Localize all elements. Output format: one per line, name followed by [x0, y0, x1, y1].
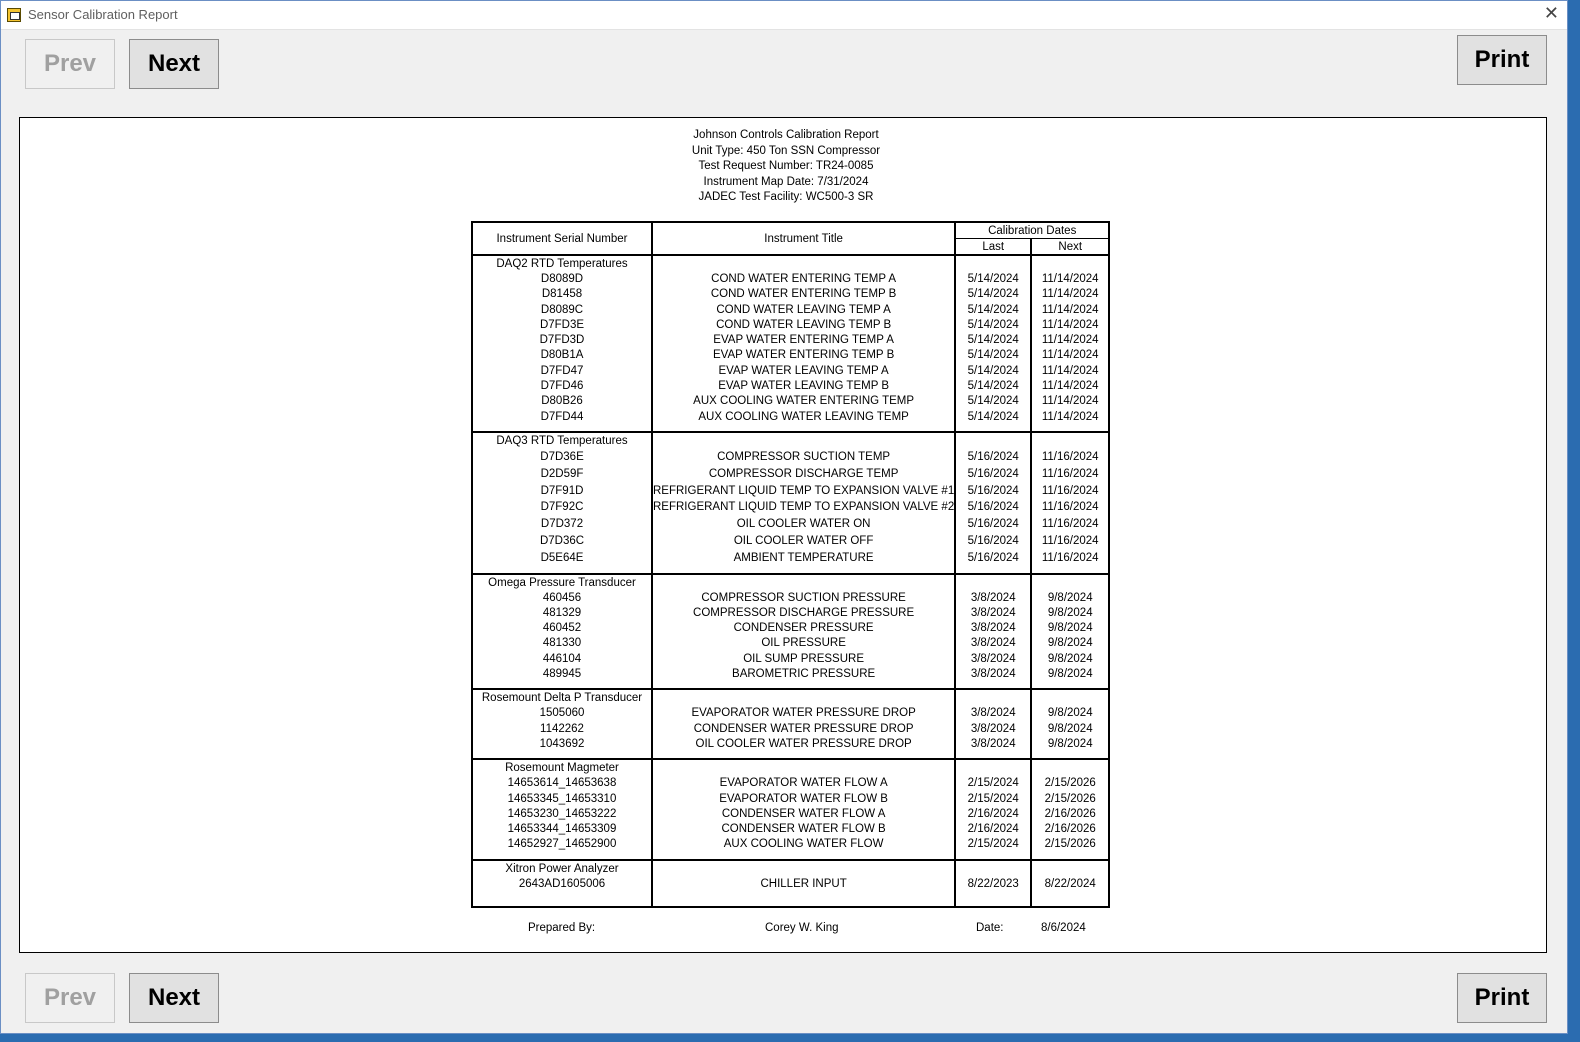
group-spacer	[956, 862, 1030, 877]
last-calibration-date-cell	[955, 432, 1031, 574]
group-name: DAQ2 RTD Temperatures	[496, 258, 628, 270]
last-calibration-date: 5/14/2024	[967, 410, 1019, 423]
instrument-serial: D2D59F	[540, 467, 584, 480]
instrument-serial: D7D372	[540, 518, 584, 531]
instrument-title: EVAPORATOR WATER FLOW A	[719, 777, 888, 790]
instrument-serial: 1043692	[539, 737, 585, 750]
test-facility: JADEC Test Facility: WC500-3 SR	[698, 191, 874, 204]
group-spacer	[653, 691, 954, 706]
instrument-serial: D5E64E	[540, 551, 584, 564]
group-spacer	[1032, 691, 1108, 706]
instrument-serial-cell	[472, 860, 652, 907]
instrument-serial: D7FD46	[540, 380, 584, 393]
instrument-serial: D8089D	[540, 273, 584, 285]
last-calibration-date: 3/8/2024	[970, 737, 1016, 750]
next-calibration-date: 2/15/2026	[1044, 777, 1096, 790]
group-name: DAQ3 RTD Temperatures	[496, 434, 628, 447]
prev-button-bottom[interactable]: Prev	[25, 973, 115, 1023]
last-calibration-date: 5/16/2024	[967, 518, 1019, 531]
instrument-serial: 460456	[542, 591, 582, 604]
last-calibration-date: 5/16/2024	[967, 534, 1019, 547]
next-calibration-date: 11/14/2024	[1041, 380, 1099, 393]
instrument-title: REFRIGERANT LIQUID TEMP TO EXPANSION VALVE #2	[653, 501, 955, 514]
calibration-table	[471, 221, 1110, 908]
last-calibration-date: 2/15/2024	[967, 777, 1019, 790]
instrument-title: OIL COOLER WATER OFF	[733, 534, 874, 547]
group-name: Xitron Power Analyzer	[505, 862, 619, 875]
last-calibration-date: 2/15/2024	[967, 838, 1019, 851]
instrument-title: COND WATER LEAVING TEMP A	[716, 303, 891, 316]
group-row	[472, 759, 1109, 859]
instrument-title: COND WATER ENTERING TEMP B	[710, 288, 897, 301]
next-calibration-date: 11/16/2024	[1041, 518, 1099, 531]
prepared-by-name: Corey W. King	[765, 922, 839, 934]
app-icon	[7, 8, 21, 22]
instrument-title: EVAP WATER LEAVING TEMP B	[718, 380, 890, 393]
instrument-title: CONDENSER WATER PRESSURE DROP	[693, 722, 914, 735]
instrument-serial: 14652927_14652900	[507, 838, 617, 851]
report-title: Johnson Controls Calibration Report	[693, 129, 879, 141]
group-name: Rosemount Delta P Transducer	[481, 692, 643, 705]
last-calibration-date: 3/8/2024	[970, 606, 1016, 619]
group-spacer	[1032, 434, 1108, 449]
group-spacer	[1032, 761, 1108, 776]
group-spacer	[653, 862, 954, 877]
column-header-last: Last	[955, 239, 1031, 256]
next-calibration-date: 11/14/2024	[1041, 273, 1099, 285]
instrument-title: BAROMETRIC PRESSURE	[732, 668, 876, 681]
instrument-title: CONDENSER WATER FLOW B	[721, 823, 886, 836]
last-calibration-date: 5/16/2024	[967, 501, 1019, 514]
instrument-serial: 481329	[542, 606, 582, 619]
group-spacer	[956, 576, 1030, 591]
next-calibration-date: 9/8/2024	[1047, 722, 1093, 735]
print-button-top[interactable]: Print	[1457, 35, 1547, 85]
instrument-title: EVAP WATER LEAVING TEMP A	[718, 364, 889, 377]
window-title: Sensor Calibration Report	[28, 7, 178, 22]
group-row	[472, 689, 1109, 759]
instrument-serial: D7F92C	[540, 501, 584, 514]
last-calibration-date: 5/14/2024	[967, 288, 1019, 301]
group-spacer	[653, 257, 954, 272]
column-header-next: Next	[1031, 239, 1109, 256]
instrument-title: OIL COOLER WATER PRESSURE DROP	[695, 737, 912, 750]
instrument-serial: D7FD3E	[539, 318, 585, 331]
instrument-serial: D7D36C	[539, 534, 585, 547]
instrument-title: REFRIGERANT LIQUID TEMP TO EXPANSION VALVE #1	[653, 484, 955, 497]
next-calibration-date-cell	[1031, 574, 1109, 690]
instrument-serial: D7F91D	[540, 484, 584, 497]
last-calibration-date: 5/14/2024	[967, 318, 1019, 331]
report-page	[19, 117, 1547, 953]
last-calibration-date: 5/14/2024	[967, 380, 1019, 393]
next-calibration-date: 2/16/2026	[1044, 823, 1096, 836]
instrument-serial-cell	[472, 759, 652, 859]
instrument-title: COND WATER ENTERING TEMP A	[711, 273, 897, 285]
last-calibration-date: 5/14/2024	[967, 273, 1019, 285]
last-calibration-date: 5/14/2024	[967, 349, 1019, 362]
next-calibration-date-cell	[1031, 255, 1109, 432]
next-calibration-date: 2/15/2026	[1044, 838, 1096, 851]
next-calibration-date: 11/14/2024	[1041, 318, 1099, 331]
next-button-top[interactable]: Next	[129, 39, 219, 89]
instrument-title-cell	[652, 432, 955, 574]
next-calibration-date: 8/22/2024	[1044, 877, 1096, 890]
instrument-serial: 1505060	[539, 707, 585, 720]
instrument-serial-cell	[472, 432, 652, 574]
last-calibration-date-cell	[955, 759, 1031, 859]
next-calibration-date: 11/16/2024	[1041, 551, 1099, 564]
last-calibration-date: 5/16/2024	[967, 467, 1019, 480]
instrument-title: COMPRESSOR DISCHARGE PRESSURE	[693, 606, 915, 619]
last-calibration-date: 5/14/2024	[967, 395, 1019, 408]
next-calibration-date: 9/8/2024	[1047, 737, 1093, 750]
title-bar	[1, 1, 1567, 30]
last-calibration-date: 5/14/2024	[967, 334, 1019, 347]
instrument-title-cell	[652, 689, 955, 759]
last-calibration-date: 3/8/2024	[970, 637, 1016, 650]
next-calibration-date: 11/14/2024	[1041, 364, 1099, 377]
instrument-title-cell	[652, 255, 955, 432]
instrument-serial-cell	[472, 574, 652, 690]
instrument-title: CHILLER INPUT	[760, 877, 847, 890]
next-calibration-date: 9/8/2024	[1047, 637, 1093, 650]
next-calibration-date: 9/8/2024	[1047, 707, 1093, 720]
group-spacer	[956, 434, 1030, 449]
next-calibration-date: 11/16/2024	[1041, 534, 1099, 547]
next-calibration-date: 9/8/2024	[1047, 652, 1093, 665]
group-row	[472, 255, 1109, 432]
date-label: Date:	[976, 922, 1004, 934]
last-calibration-date: 8/22/2023	[967, 877, 1019, 890]
group-spacer	[956, 691, 1030, 706]
instrument-title: COMPRESSOR DISCHARGE TEMP	[708, 467, 899, 480]
unit-type: Unit Type: 450 Ton SSN Compressor	[691, 144, 881, 157]
last-calibration-date: 2/16/2024	[967, 823, 1019, 836]
last-calibration-date-cell	[955, 574, 1031, 690]
next-calibration-date: 2/15/2026	[1044, 792, 1096, 805]
next-calibration-date: 11/14/2024	[1041, 303, 1099, 316]
next-calibration-date: 9/8/2024	[1047, 622, 1093, 635]
last-calibration-date: 2/15/2024	[967, 792, 1019, 805]
last-calibration-date: 3/8/2024	[970, 707, 1016, 720]
instrument-serial: D8089C	[540, 303, 584, 316]
next-button-bottom[interactable]: Next	[129, 973, 219, 1023]
instrument-map-date: Instrument Map Date: 7/31/2024	[703, 175, 869, 188]
next-calibration-date: 2/16/2026	[1044, 807, 1096, 820]
instrument-title-cell	[652, 860, 955, 907]
next-calibration-date: 11/16/2024	[1041, 467, 1099, 480]
close-icon[interactable]: ✕	[1543, 3, 1559, 23]
next-calibration-date: 11/16/2024	[1041, 450, 1099, 463]
last-calibration-date: 5/16/2024	[967, 551, 1019, 564]
instrument-serial: D7FD3D	[539, 334, 585, 347]
report-date: 8/6/2024	[1041, 922, 1086, 934]
group-name: Omega Pressure Transducer	[488, 576, 636, 589]
print-button-bottom[interactable]: Print	[1457, 973, 1547, 1023]
instrument-serial: D7FD47	[540, 364, 584, 377]
instrument-serial-cell	[472, 689, 652, 759]
instrument-title: AMBIENT TEMPERATURE	[733, 551, 874, 564]
column-header-title: Instrument Title	[652, 222, 955, 255]
instrument-title: COND WATER LEAVING TEMP B	[716, 318, 892, 331]
test-request-number: Test Request Number: TR24-0085	[698, 160, 874, 173]
last-calibration-date: 5/16/2024	[967, 484, 1019, 497]
next-calibration-date-cell	[1031, 689, 1109, 759]
last-calibration-date: 3/8/2024	[970, 622, 1016, 635]
instrument-serial: 446104	[542, 652, 582, 665]
instrument-title: CONDENSER PRESSURE	[733, 622, 874, 635]
instrument-serial: D7FD44	[540, 410, 584, 423]
next-calibration-date: 9/8/2024	[1047, 591, 1093, 604]
column-header-serial: Instrument Serial Number	[472, 222, 652, 255]
instrument-serial: 489945	[542, 668, 582, 681]
last-calibration-date-cell	[955, 255, 1031, 432]
last-calibration-date: 2/16/2024	[967, 807, 1019, 820]
instrument-serial: 14653230_14653222	[507, 807, 617, 820]
instrument-title: EVAPORATOR WATER PRESSURE DROP	[691, 707, 916, 720]
group-spacer	[653, 761, 954, 776]
instrument-title: EVAP WATER ENTERING TEMP B	[712, 349, 895, 362]
instrument-serial: D80B1A	[540, 349, 584, 362]
instrument-title-cell	[652, 574, 955, 690]
next-calibration-date: 9/8/2024	[1047, 668, 1093, 681]
group-name: Rosemount Magmeter	[505, 762, 619, 775]
next-calibration-date: 11/14/2024	[1041, 288, 1099, 301]
next-calibration-date: 11/14/2024	[1041, 349, 1099, 362]
instrument-title: OIL SUMP PRESSURE	[743, 652, 864, 665]
group-row	[472, 432, 1109, 574]
next-calibration-date: 11/14/2024	[1041, 334, 1099, 347]
group-spacer	[653, 434, 954, 449]
instrument-serial: D80B26	[541, 395, 583, 408]
next-calibration-date-cell	[1031, 759, 1109, 859]
next-calibration-date-cell	[1031, 432, 1109, 574]
instrument-serial: 481330	[542, 637, 582, 650]
last-calibration-date: 5/14/2024	[967, 364, 1019, 377]
group-row	[472, 860, 1109, 907]
group-spacer	[956, 257, 1030, 272]
last-calibration-date-cell	[955, 689, 1031, 759]
instrument-title: AUX COOLING WATER LEAVING TEMP	[698, 410, 909, 423]
instrument-title: AUX COOLING WATER ENTERING TEMP	[693, 395, 915, 408]
instrument-serial-cell	[472, 255, 652, 432]
report-header	[2, 128, 1570, 206]
instrument-serial: 2643AD1605006	[518, 877, 606, 890]
next-calibration-date: 11/16/2024	[1041, 501, 1099, 514]
next-calibration-date: 9/8/2024	[1047, 606, 1093, 619]
last-calibration-date-cell	[955, 860, 1031, 907]
column-header-calibration-dates: Calibration Dates	[955, 222, 1109, 239]
next-calibration-date-cell	[1031, 860, 1109, 907]
instrument-serial: D81458	[541, 288, 583, 301]
next-calibration-date: 11/16/2024	[1041, 484, 1099, 497]
last-calibration-date: 3/8/2024	[970, 652, 1016, 665]
instrument-title: OIL PRESSURE	[761, 637, 846, 650]
prepared-by-label: Prepared By:	[528, 922, 596, 934]
instrument-title-cell	[652, 759, 955, 859]
next-calibration-date: 11/14/2024	[1041, 395, 1099, 408]
instrument-title: COMPRESSOR SUCTION TEMP	[717, 450, 891, 463]
group-spacer	[956, 761, 1030, 776]
instrument-serial: 14653614_14653638	[507, 777, 617, 790]
last-calibration-date: 3/8/2024	[970, 591, 1016, 604]
instrument-serial: D7D36E	[540, 450, 584, 463]
instrument-serial: 1142262	[540, 722, 584, 735]
group-spacer	[1032, 257, 1108, 272]
last-calibration-date: 5/16/2024	[967, 450, 1019, 463]
instrument-serial: 14653344_14653309	[507, 823, 617, 836]
next-calibration-date: 11/14/2024	[1041, 410, 1099, 423]
instrument-title: OIL COOLER WATER ON	[736, 518, 871, 531]
group-spacer	[1032, 576, 1108, 591]
prev-button-top[interactable]: Prev	[25, 39, 115, 89]
last-calibration-date: 5/14/2024	[967, 303, 1019, 316]
instrument-serial: 14653345_14653310	[507, 792, 617, 805]
instrument-title: AUX COOLING WATER FLOW	[723, 838, 884, 851]
group-row	[472, 574, 1109, 690]
group-spacer	[1032, 862, 1108, 877]
instrument-title: CONDENSER WATER FLOW A	[721, 807, 886, 820]
last-calibration-date: 3/8/2024	[970, 668, 1016, 681]
last-calibration-date: 3/8/2024	[970, 722, 1016, 735]
instrument-serial: 460452	[542, 622, 582, 635]
instrument-title: EVAP WATER ENTERING TEMP A	[713, 334, 894, 347]
instrument-title: EVAPORATOR WATER FLOW B	[719, 792, 888, 805]
group-spacer	[653, 576, 954, 591]
instrument-title: COMPRESSOR SUCTION PRESSURE	[701, 591, 906, 604]
